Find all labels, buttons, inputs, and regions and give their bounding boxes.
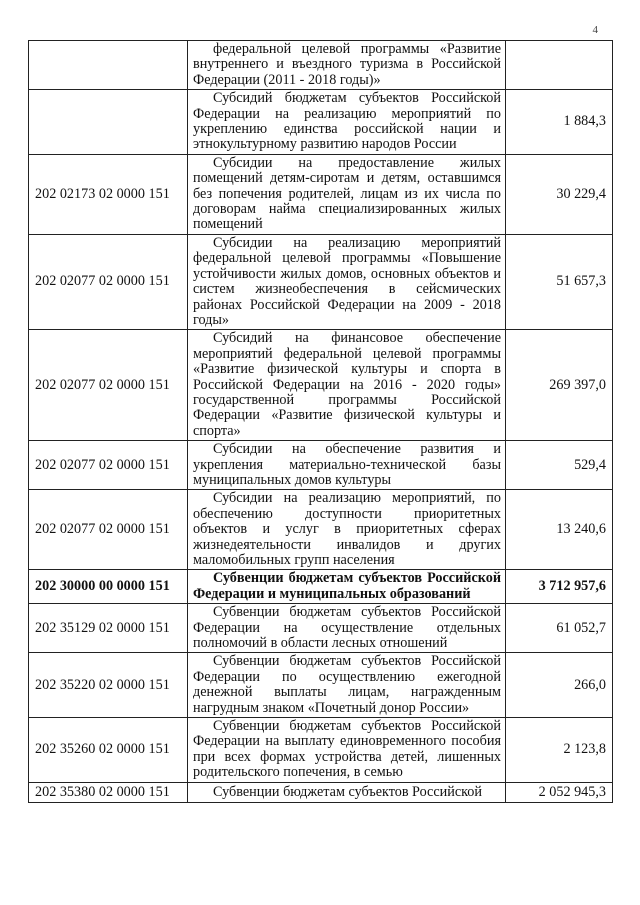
budget-code-cell: 202 02077 02 0000 151 bbox=[29, 490, 188, 570]
table-row bbox=[29, 154, 613, 234]
description-cell: Субвенции бюджетам субъектов Российской Федерации по осуществлению ежегодной денежной выплаты лицам, награжденным нагрудным знаком «Почетный донор России» bbox=[188, 653, 506, 718]
amount-cell: 30 229,4 bbox=[506, 154, 613, 234]
description-cell: Субвенции бюджетам субъектов Российской Федерации и муниципальных образований bbox=[188, 570, 506, 604]
budget-code-cell: 202 30000 00 0000 151 bbox=[29, 570, 188, 604]
table-row bbox=[29, 441, 613, 490]
budget-revenue-table bbox=[28, 40, 613, 803]
table-row bbox=[29, 41, 613, 90]
budget-code-cell bbox=[29, 90, 188, 155]
table-row bbox=[29, 90, 613, 155]
description-cell: Субсидии на предоставление жилых помещений детям-сиротам и детям, оставшимся без попечения родителей, лицам из их числа по договорам найма специализированных жилых помещений bbox=[188, 154, 506, 234]
budget-code-cell: 202 02077 02 0000 151 bbox=[29, 234, 188, 329]
amount-cell: 266,0 bbox=[506, 653, 613, 718]
description-cell: Субсидий бюджетам субъектов Российской Федерации на реализацию мероприятий по укреплению единства российской нации и этнокультурному развитию народов России bbox=[188, 90, 506, 155]
description-cell: Субвенции бюджетам субъектов Российской bbox=[188, 782, 506, 802]
amount-cell: 529,4 bbox=[506, 441, 613, 490]
amount-cell: 2 123,8 bbox=[506, 718, 613, 783]
table-row bbox=[29, 234, 613, 329]
table-row bbox=[29, 490, 613, 570]
amount-cell: 61 052,7 bbox=[506, 604, 613, 653]
table-row bbox=[29, 330, 613, 441]
amount-cell bbox=[506, 41, 613, 90]
amount-cell: 2 052 945,3 bbox=[506, 782, 613, 802]
amount-cell: 1 884,3 bbox=[506, 90, 613, 155]
description-cell: Субсидий на финансовое обеспечение мероприятий федеральной целевой программы «Развитие физической культуры и спорта в Российской Федерации на 2016 - 2020 годы» государственной программы Российской Федерации «Развитие физической культуры и спорта» bbox=[188, 330, 506, 441]
budget-code-cell bbox=[29, 41, 188, 90]
budget-code-cell: 202 02173 02 0000 151 bbox=[29, 154, 188, 234]
budget-code-cell: 202 02077 02 0000 151 bbox=[29, 441, 188, 490]
description-cell: Субсидии на обеспечение развития и укрепления материально-технической базы муниципальных домов культуры bbox=[188, 441, 506, 490]
budget-code-cell: 202 35220 02 0000 151 bbox=[29, 653, 188, 718]
table-body bbox=[29, 41, 613, 803]
amount-cell: 13 240,6 bbox=[506, 490, 613, 570]
table-row bbox=[29, 782, 613, 802]
budget-code-cell: 202 35260 02 0000 151 bbox=[29, 718, 188, 783]
table-row bbox=[29, 570, 613, 604]
description-cell: Субсидии на реализацию мероприятий федеральной целевой программы «Повышение устойчивости жилых домов, основных объектов и систем жизнеобеспечения в сейсмических районах Российской Федерации на 2009 - 2018 годы» bbox=[188, 234, 506, 329]
description-cell: федеральной целевой программы «Развитие внутреннего и въездного туризма в Российской Федерации (2011 - 2018 годы)» bbox=[188, 41, 506, 90]
description-cell: Субсидии на реализацию мероприятий, по обеспечению доступности приоритетных объектов и услуг в приоритетных сферах жизнедеятельности инвалидов и других маломобильных групп населения bbox=[188, 490, 506, 570]
budget-code-cell: 202 35380 02 0000 151 bbox=[29, 782, 188, 802]
amount-cell: 269 397,0 bbox=[506, 330, 613, 441]
amount-cell: 51 657,3 bbox=[506, 234, 613, 329]
amount-cell: 3 712 957,6 bbox=[506, 570, 613, 604]
description-cell: Субвенции бюджетам субъектов Российской Федерации на осуществление отдельных полномочий в области лесных отношений bbox=[188, 604, 506, 653]
page-number: 4 bbox=[592, 24, 598, 36]
description-cell: Субвенции бюджетам субъектов Российской Федерации на выплату единовременного пособия при всех формах устройства детей, лишенных родительского попечения, в семью bbox=[188, 718, 506, 783]
table-row bbox=[29, 604, 613, 653]
budget-code-cell: 202 02077 02 0000 151 bbox=[29, 330, 188, 441]
budget-code-cell: 202 35129 02 0000 151 bbox=[29, 604, 188, 653]
table-row bbox=[29, 653, 613, 718]
table-row bbox=[29, 718, 613, 783]
